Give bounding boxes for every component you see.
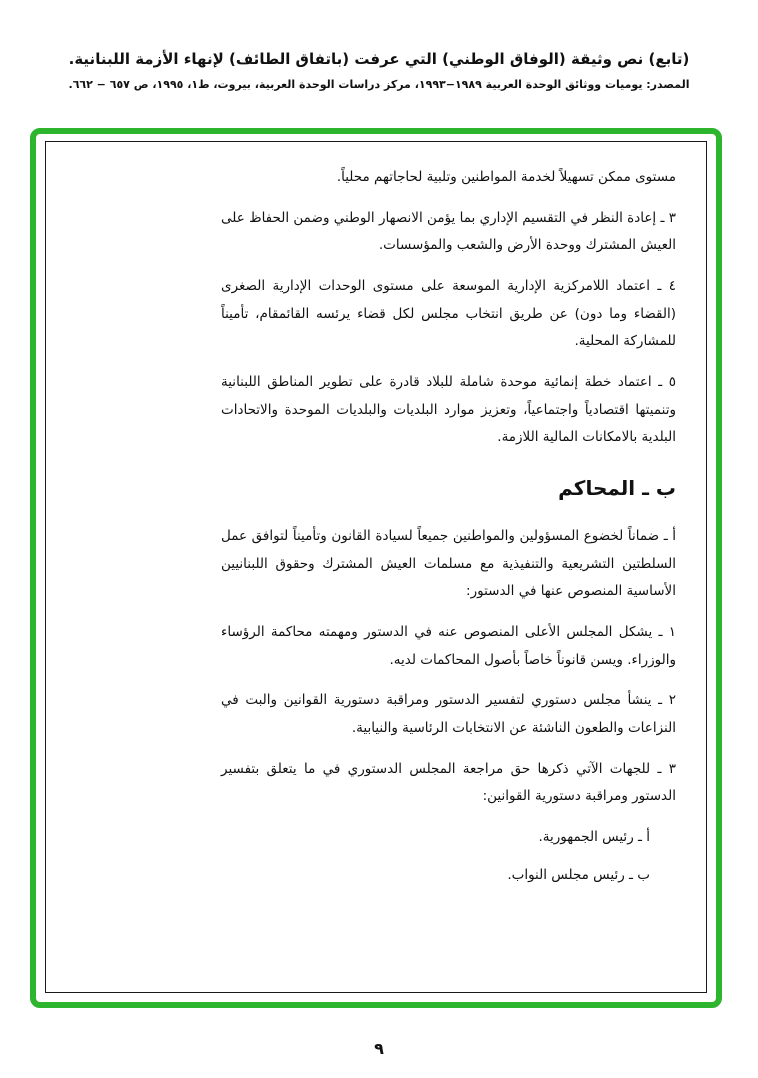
list-item-president: أ ـ رئيس الجمهورية. [538,829,650,846]
document-frame [30,128,722,1008]
paragraph-courts-3: ٣ ـ للجهات الآتي ذكرها حق مراجعة المجلس الدستوري في ما يتعلق بتفسير الدستور ومراقبة دستورية القوانين: [221,760,676,805]
paragraph-item-5: ٥ ـ اعتماد خطة إنمائية موحدة شاملة للبلاد قادرة على تطوير المناطق اللبنانية وتنميتها اقتصادياً واجتماعياً، وتعزيز موارد البلديات والبلديات الموحدة والاتحادات البلدية بالامكانات المالية اللازمة. [221,374,676,446]
page-title: (تابع) نص وثيقة (الوفاق الوطني) التي عرفت (باتفاق الطائف) لإنهاء الأزمة اللبنانية. [68,50,690,68]
text-column [221,164,676,899]
paragraph-item-3: ٣ ـ إعادة النظر في التقسيم الإداري بما يؤمن الانصهار الوطني وضمن الحفاظ على العيش المشترك ووحدة الأرض والشعب والمؤسسات. [221,209,676,254]
list-item-speaker: ب ـ رئيس مجلس النواب. [507,866,650,883]
paragraph-courts-intro: أ ـ ضماناً لخضوع المسؤولين والمواطنين جميعاً لسيادة القانون وتأميناً لتوافق عمل السلطتين التشريعية والتنفيذية مع مسلمات العيش المشترك وحقوق اللبنانيين الأساسية المنصوص عنها في الدستور: [221,528,676,600]
paragraph-courts-2: ٢ ـ ينشأ مجلس دستوري لتفسير الدستور ومراقبة دستورية القوانين والبت في النزاعات والطعون الناشئة عن الانتخابات الرئاسية والنيابية. [221,692,676,737]
page-number: ٩ [374,1039,384,1058]
inner-border [45,141,707,993]
document-header [0,0,758,91]
paragraph-item-4: ٤ ـ اعتماد اللامركزية الإدارية الموسعة على مستوى الوحدات الإدارية الصغرى (القضاء وما دون) عن طريق انتخاب مجلس لكل قضاء يرئسه القائمقام، تأميناً للمشاركة المحلية. [221,278,676,350]
source-line: المصدر: يوميات ووثائق الوحدة العربية ١٩٨٩−١٩٩٣، مركز دراسات الوحدة العربية، بيروت، ط١، ١٩٩٥، ص ٦٥٧ − ٦٦٢. [68,78,690,91]
paragraph-courts-1: ١ ـ يشكل المجلس الأعلى المنصوص عنه في الدستور ومهمته محاكمة الرؤساء والوزراء. ويسن قانوناً خاصاً بأصول المحاكمات لديه. [221,624,676,668]
section-heading-courts: ب ـ المحاكم [558,476,676,501]
paragraph-continuation: مستوى ممكن تسهيلاً لخدمة المواطنين وتلبية لحاجاتهم محلياً. [336,169,676,185]
